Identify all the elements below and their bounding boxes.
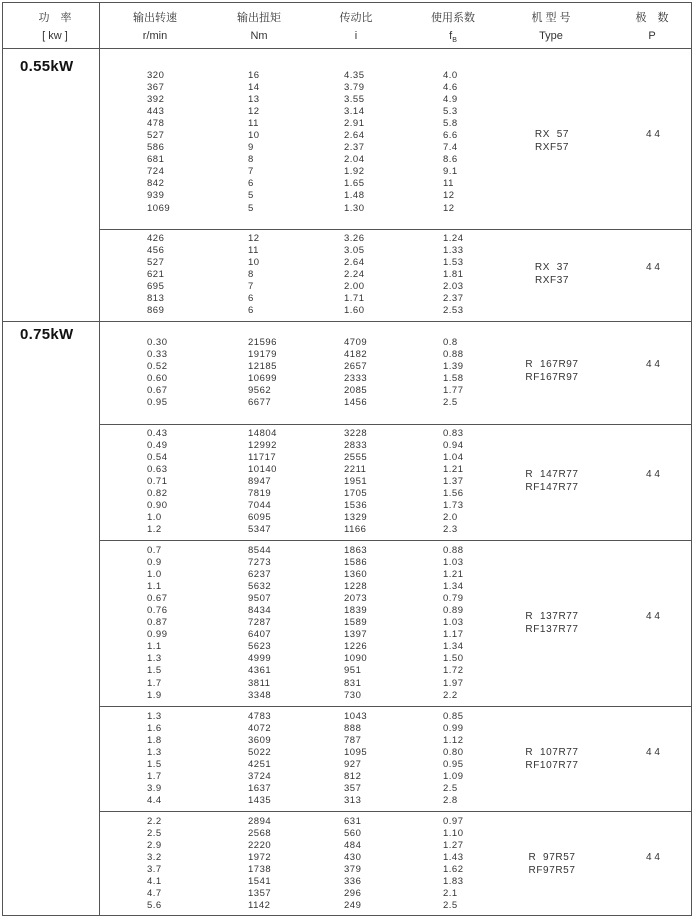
header-divider <box>2 48 692 49</box>
model-type: R 97R57 RF97R57 <box>528 852 576 876</box>
poles-values: 4 4 <box>646 747 660 758</box>
torque-values: 4783 4072 3609 5022 4251 3724 1637 1435 <box>248 711 272 807</box>
fb-values: 0.85 0.99 1.12 0.80 0.95 1.09 2.5 2.8 <box>443 711 464 807</box>
poles-values: 4 4 <box>646 262 660 273</box>
speed-values: 0.7 0.9 1.0 1.1 0.67 0.76 0.87 0.99 1.1 1.3 1.5 1.7 1.9 <box>147 545 168 701</box>
group-divider <box>99 229 692 230</box>
section-power-label: 0.75kW <box>20 326 74 343</box>
poles-values: 4 4 <box>646 359 660 370</box>
speed-values: 320 367 392 443 478 527 586 681 724 842 939 1069 <box>147 70 171 214</box>
fb-values: 1.24 1.33 1.53 1.81 2.03 2.37 2.53 <box>443 233 464 317</box>
fb-values: 0.8 0.88 1.39 1.58 1.77 2.5 <box>443 337 464 409</box>
header-poles-unit: P <box>648 30 656 42</box>
torque-values: 8544 7273 6237 5632 9507 8434 7287 6407 5623 4999 4361 3811 3348 <box>248 545 272 701</box>
header-speed-unit: r/min <box>142 30 168 42</box>
fb-values: 0.88 1.03 1.21 1.34 0.79 0.89 1.03 1.17 1.34 1.50 1.72 1.97 2.2 <box>443 545 464 701</box>
poles-values: 4 4 <box>646 852 660 863</box>
ratio-values: 3.26 3.05 2.64 2.24 2.00 1.71 1.60 <box>344 233 365 317</box>
model-type: R 167R97 RF167R97 <box>525 359 579 383</box>
speed-values: 0.43 0.49 0.54 0.63 0.71 0.82 0.90 1.0 1.2 <box>147 428 168 536</box>
model-type: R 137R77 RF137R77 <box>525 611 579 635</box>
header-torque-unit: Nm <box>250 30 268 42</box>
header-fb-unit: $f_B$ <box>449 30 457 45</box>
header-torque-title: 输出扭矩 <box>237 12 281 24</box>
torque-values: 21596 19179 12185 10699 9562 6677 <box>248 337 277 409</box>
group-divider <box>99 706 692 707</box>
model-type: RX 57 RXF57 <box>534 129 570 153</box>
torque-values: 2894 2568 2220 1972 1738 1541 1357 1142 <box>248 816 272 912</box>
poles-values: 4 4 <box>646 469 660 480</box>
ratio-values: 3228 2833 2555 2211 1951 1705 1536 1329 1166 <box>344 428 368 536</box>
header-type-unit: Type <box>539 30 563 42</box>
torque-values: 16 14 13 12 11 10 9 8 7 6 5 5 <box>248 70 260 214</box>
torque-values: 14804 12992 11717 10140 8947 7819 7044 6095 5347 <box>248 428 277 536</box>
group-divider <box>99 540 692 541</box>
fb-values: 4.0 4.6 4.9 5.3 5.8 6.6 7.4 8.6 9.1 11 12 12 <box>443 70 458 214</box>
group-divider <box>99 811 692 812</box>
section-divider <box>2 321 692 322</box>
fb-values: 0.83 0.94 1.04 1.21 1.37 1.56 1.73 2.0 2.3 <box>443 428 464 536</box>
header-ratio-title: 传动比 <box>339 12 373 24</box>
ratio-values: 1863 1586 1360 1228 2073 1839 1589 1397 1226 1090 951 831 730 <box>344 545 368 701</box>
speed-values: 1.3 1.6 1.8 1.3 1.5 1.7 3.9 4.4 <box>147 711 162 807</box>
model-type: RX 37 RXF37 <box>534 262 570 286</box>
header-power-title: 功 率 <box>38 12 72 24</box>
ratio-values: 4709 4182 2657 2333 2085 1456 <box>344 337 368 409</box>
model-type: R 147R77 RF147R77 <box>525 469 579 493</box>
ratio-values: 631 560 484 430 379 336 296 249 <box>344 816 362 912</box>
header-fb-title: 使用系数 <box>431 12 475 24</box>
speed-values: 0.30 0.33 0.52 0.60 0.67 0.95 <box>147 337 168 409</box>
poles-values: 4 4 <box>646 129 660 140</box>
ratio-values: 1043 888 787 1095 927 812 357 313 <box>344 711 368 807</box>
fb-values: 0.97 1.10 1.27 1.43 1.62 1.83 2.1 2.5 <box>443 816 464 912</box>
header-speed-title: 输出转速 <box>133 12 177 24</box>
torque-values: 12 11 10 8 7 6 6 <box>248 233 260 317</box>
speed-values: 2.2 2.5 2.9 3.2 3.7 4.1 4.7 5.6 <box>147 816 162 912</box>
poles-values: 4 4 <box>646 611 660 622</box>
speed-values: 426 456 527 621 695 813 869 <box>147 233 165 317</box>
header-type-title: 机 型 号 <box>531 12 571 24</box>
group-divider <box>99 424 692 425</box>
header-power-unit: [ kw ] <box>42 30 68 42</box>
model-type: R 107R77 RF107R77 <box>525 747 579 771</box>
section-power-label: 0.55kW <box>20 58 74 75</box>
header-poles-title: 极 数 <box>635 12 669 24</box>
header-ratio-unit: i <box>354 30 358 42</box>
ratio-values: 4.35 3.79 3.55 3.14 2.91 2.64 2.37 2.04 1.92 1.65 1.48 1.30 <box>344 70 365 214</box>
power-column-divider <box>99 2 100 916</box>
